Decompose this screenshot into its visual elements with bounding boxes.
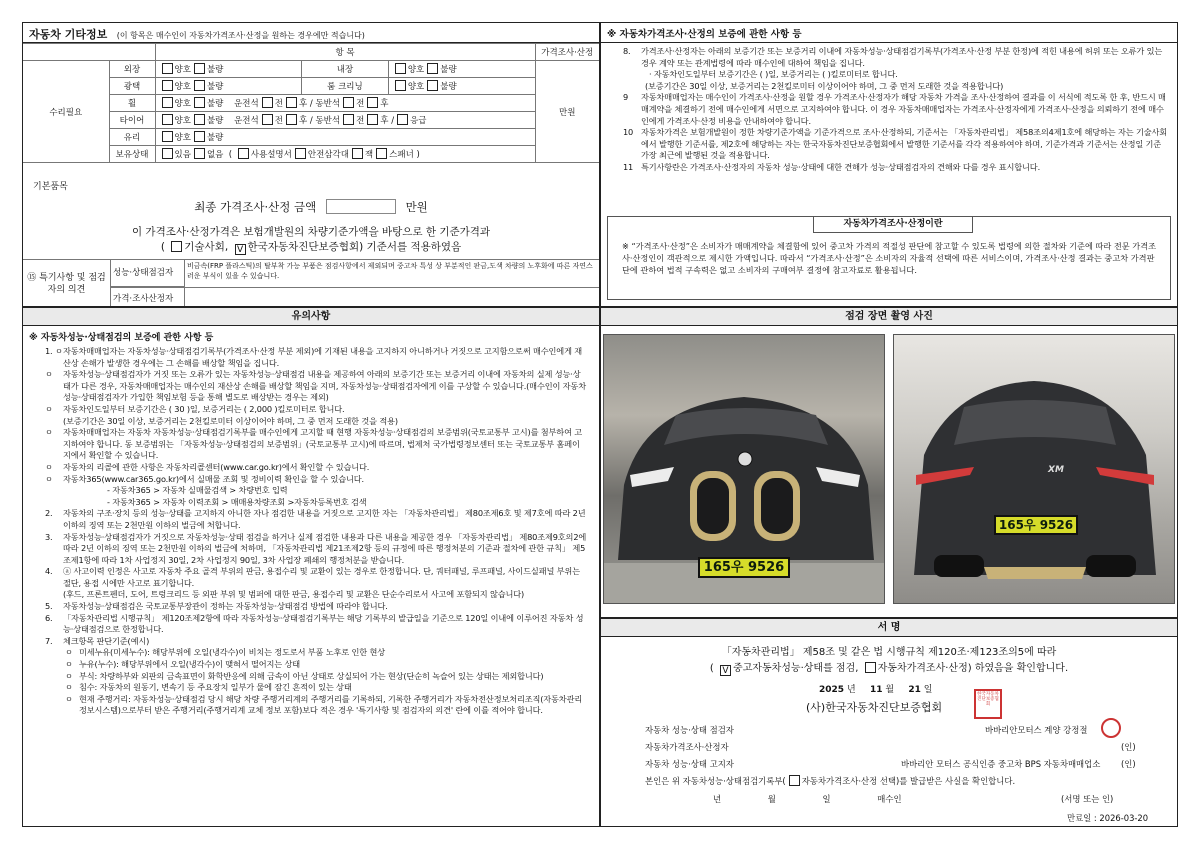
wheel-label: 휠 [109,95,155,112]
perf-check-checkbox[interactable]: V [720,665,731,676]
seal-text: 한국자동차진단보증협회 [977,692,999,707]
tire-dr-checkbox[interactable] [286,114,297,125]
price-inspector-label-sig: 자동차가격조사·산정자 [645,742,729,752]
room-clean-label: 룸 크리닝 [302,78,389,95]
warranty-item: 8. 가격조사·산정자는 아래의 보증기간 또는 보증거리 이내에 자동차성능·상태점검기록부(가격조사·산정 부분 한정)에 적힌 내용에 허위 또는 오류가 있는 경우 계약 또는 관계법령에 따라 매수인에 대하여 책임을 집니다. [623,46,1163,68]
notice-subtitle: ※ 자동차성능·상태점검의 보증에 관한 사항 등 [29,333,214,343]
basis-text: 이 가격조사·산정가격은 보험개발원의 차량기준가액을 바탕으로 한 기준가격과 ( 기술사회, V 한국자동차진단보증협회) 기준서를 적용하였음 [23,225,599,255]
photo-title: 점검 장면 촬영 사진 [601,308,1177,326]
notice-title: 유의사항 [23,308,599,326]
notice-item: (보증기간은 30일 이상, 보증거리는 2천킬로미터 이상이어야 하며, 그 중 먼저 도래한 것을 적용) [63,415,398,426]
passenger-seat: 동반석 [315,116,341,126]
buyer-month: 월 [767,794,776,804]
date-day: 21 [908,685,921,695]
warranty-panel [600,22,1178,307]
spanner: 스패너 [389,150,414,160]
notice-item: ㅇ 자동차365(www.car365.go.kr)에서 실매물 조회 및 정비이력 확인을 할 수 있습니다. [45,473,364,484]
room-good-checkbox[interactable] [395,80,406,91]
repair-need-label: 수리필요 [23,61,109,163]
special-section [23,259,599,307]
front-car-photo [603,334,885,604]
rear-car-photo [893,334,1175,604]
perf-inspector-label-sig: 자동차 성능·상태 점검자 [645,725,734,735]
buyer-confirm-a: 본인은 위 자동차성능·상태점검기록부( [645,776,786,786]
basis-tech: 기술사회, [184,241,229,253]
rear-badge: XM [1048,465,1064,475]
emergency: 응급 [410,116,427,126]
front: 전 [274,116,283,126]
possession-yes-checkbox[interactable] [162,148,173,159]
date-year-unit: 년 [846,685,856,695]
tire-pf-checkbox[interactable] [343,114,354,125]
opt-bad: 불량 [206,99,224,109]
rear: 후 [298,99,308,109]
final-price-label: 최종 가격조사·산정 금액 [194,200,317,214]
signature-law-line: 「자동차관리법」 제58조 및 같은 법 시행규칙 제120조·제123조의5에 따라 [721,647,1057,658]
inspector-seal-icon [1101,718,1121,738]
manual-checkbox[interactable] [238,148,249,159]
exterior-good-checkbox[interactable] [162,63,173,74]
opt-good: 양호 [174,116,191,126]
rear-car-icon [894,335,1175,604]
opt-good: 양호 [407,65,425,75]
basis-assoc: 한국자동차진단보증협회) 기준서를 적용하였음 [247,241,462,253]
opt-no: 없음 [206,150,224,160]
notice-item: ㅇ 누유(누수): 해당부위에서 오일(냉각수)이 맺혀서 떨어지는 상태 [65,659,301,670]
warranty-title: ※ 자동차가격조사·산정의 보증에 관한 사항 등 [601,23,1177,43]
tire-pr-checkbox[interactable] [367,114,378,125]
final-price-input[interactable] [326,199,396,214]
date-day-unit: 일 [923,685,933,695]
driver-seat: 운전석 [234,116,259,126]
rear: 후 [380,116,389,126]
manual: 사용설명서 [250,150,292,160]
notice-item: ㅇ 자동차인도일부터 보증기간은 ( 30 )일, 보증거리는 ( 2,000 )킬로미터로 합니다. [45,403,345,414]
opt-good: 양호 [407,82,425,92]
rear: 후 [298,116,308,126]
price-check-checkbox[interactable] [865,662,876,673]
perf-note: 비금속(FRP 플라스틱)의 탈부착 가능 부품은 점검사항에서 제외되며 중고차 특성 상 부분적인 판금,도색 차량의 노후화에 따른 자연스러운 부식이 있을 수 있습니다. [187,262,593,280]
col-price-header: 가격조사·산정 [535,44,599,61]
front: 전 [356,99,365,109]
warranty-list [601,46,1169,174]
confirm-b: 자동차가격조사·산정) 하였음을 확인합니다. [877,663,1069,674]
notice-item: 3. 자동차성능·상태점검자가 거짓으로 자동차성능·상태 점검을 하거나 실제 점검한 내용과 다른 내용을 제공한 경우 「자동차관리법」 제80조제9호의2에 따라 2년 이하의 징역 또는 2천만원 이하의 벌금에 처하며, 「자동차관리법 제21조제2항 등의 규정에 따른 행정처분의 기준과 절차에 관한 규칙」 제5조제1항에 따라 1차 사업정지 30일, 2차 사업정지 90일, 3차 사업장 폐쇄의 행정처분을 받습니다. [45,531,587,565]
price-unit: 만원 [535,61,599,163]
signature-date [819,682,932,695]
jack: 잭 [364,150,374,160]
notice-item: 4. ⓐ 사고이력 인정은 사고로 자동차 주요 골격 부위의 판금, 용접수리 및 교환이 있는 경우로 한정합니다. 단, 쿼터패널, 루프패널, 사이드실패널 부위는 절단, 용접 시에만 사고로 표기합니다. [45,566,580,588]
price-definition-box [607,216,1171,300]
front: 전 [356,116,365,126]
notice-item: ㅇ 침수: 자동차의 원동기, 변속기 등 주요장치 일부가 물에 잠긴 흔적이 있는 상태 [65,682,352,693]
notice-item: ㅇ 자동차매매업자는 자동차 자동차성능·상태점검기록부를 매수인에게 고지할 때 현행 자동차성능·상태점검의 보증범위(국토교통부 고시)를 첨부하여 고지하여야 합니다. 동 보증범위는 「자동차성능·상태점검의 보증범위」(국토교통부 고시)에 따르며, 법제처 국가법령정보센터 또는 국토교통부 홈페이지에서 확인할 수 있습니다. [45,427,583,461]
opt-bad: 불량 [440,65,457,75]
price-definition-text: ※ “가격조사·산정”은 소비자가 매매계약을 체결함에 있어 중고차 가격의 적절성 판단에 참고할 수 있도록 법령에 의한 절차와 기준에 따라 전문 가격조사·산정인이 객관적으로 제시한 가액입니다. 따라서 “가격조사·산정”은 소비자의 자율적 선택에 따른 서비스이며, 가격조사·산정 결과는 중고차 가격판단에 관하여 법적 구속력은 없고 소비자의 구매여부 결정에 참고자료로 활용됩니다. [622,241,1157,275]
notice-item: ㅇ 미세누유(미세누수): 해당부위에 오일(냉각수)이 비치는 정도로서 부품 노후로 인한 현상 [65,647,385,658]
gloss-bad-checkbox[interactable] [194,80,205,91]
col-item-header: 항 목 [155,44,535,61]
exterior-label: 외장 [109,61,155,78]
warranty-item: 10 자동차가격은 보험개발원이 정한 차량기준가액을 기준가격으로 조사·산정하되, 기준서는 「자동차관리법」 제58조의4제1호에 해당하는 자는 기술사회에서 발행한 기준서를, 제2호에 해당하는 자는 한국자동차진단보증협회에서 발행한 기준서를 각각 적용하여야 하며, 기준가격과 기준서는 산정일 기준 가장 최근에 발행된 것을 적용합니다. [623,127,1167,161]
price-definition-title: 자동차가격조사·산정이란 [813,216,973,233]
notice-item: ㅇ 자동차의 리콜에 관한 사항은 자동차리콜센터(www.car.go.kr)에서 확인할 수 있습니다. [45,461,370,472]
tire-emergency-checkbox[interactable] [397,114,408,125]
assoc-checkbox[interactable]: V [235,244,246,255]
glass-bad-checkbox[interactable] [194,131,205,142]
notice-panel [22,307,600,827]
buyer-sign[interactable]: (서명 또는 인) [1061,794,1114,804]
notifier-name: 바바리안 모터스 공식인증 중고차 BPS 자동차매매업소 [901,759,1101,769]
basis-line1: 이 가격조사·산정가격은 보험개발원의 차량기준가액을 바탕으로 한 기준가격과 [131,226,491,238]
notifier-seal: (인) [1121,759,1136,769]
tire-bad-checkbox[interactable] [194,114,205,125]
signature-confirm-line: ( V 중고자동차성능·상태를 점검, 자동차가격조사·산정) 하였음을 확인합니다. [709,663,1069,676]
signature-title: 서 명 [601,619,1177,637]
opt-good: 양호 [174,99,191,109]
glass-good-checkbox[interactable] [162,131,173,142]
opt-yes: 있음 [174,150,191,160]
date-month-unit: 월 [885,685,895,695]
warranty-item: 9 자동차매매업자는 매수인이 가격조사·산정을 원할 경우 가격조사·산정자가 해당 자동차 가격을 조사·산정하여 결과를 이 서식에 적도록 한 후, 반드시 매매계약을 체결하기 전에 매수인에게 서면으로 고지하여야 합니다. 이 경우 자동차매매업자는 가격조사·산정자에게 가격조사·산정을 의뢰하기 전에 매수인에게 가격조사·산정 비용을 안내하여야 합니다. [623,92,1166,126]
buyer-label: 매수인 [877,794,902,804]
buyer-confirm [645,775,1015,787]
tire-good-checkbox[interactable] [162,114,173,125]
opt-bad: 불량 [206,133,224,143]
rear: 후 [380,99,389,109]
warranty-item: (보증기간은 30일 이상, 보증거리는 2천킬로미터 이상이어야 하며, 그 중 먼저 도래한 것을 적용합니다) [645,80,1004,91]
buyer-confirm-b: 자동차가격조사·산정 선택)를 발급받은 사실을 확인합니다. [801,776,1016,786]
opt-good: 양호 [174,82,191,92]
notice-item: - 자동차365 > 자동차 실매물검색 > 차량번호 입력 [107,485,288,496]
interior-bad-checkbox[interactable] [427,63,438,74]
wheel-dr-checkbox[interactable] [286,97,297,108]
room-bad-checkbox[interactable] [427,80,438,91]
buyer-price-checkbox[interactable] [789,775,800,786]
notice-item: 7. 체크항목 판단기준(예시) [45,635,150,646]
buyer-year: 년 [713,794,722,804]
wheel-bad-checkbox[interactable] [194,97,205,108]
rear-plate: 165우 9526 [994,515,1078,535]
price-inspector-seal: (인) [1121,742,1136,752]
glass-label: 유리 [109,129,155,146]
front: 전 [274,99,283,109]
notice-item: - 자동차365 > 자동차 이력조회 > 매매용차량조회 >자동차등록번호 검색 [107,496,367,507]
tech-society-checkbox[interactable] [171,241,182,252]
notifier-label: 자동차 성능·상태 고지자 [645,759,734,769]
notice-item: 1. ㅇ 자동차매매업자는 자동차성능·상태점검기록부(가격조사·산정 부분 제외)에 기재된 내용을 고지하지 아니하거나 거짓으로 고지함으로써 매수인에게 재산상 손해가 발생한 경우에는 그 손해를 배상할 책임을 집니다. [45,346,583,368]
possession-no-checkbox[interactable] [194,148,205,159]
jack-checkbox[interactable] [352,148,363,159]
confirm-a: 중고자동차성능·상태를 점검, [732,663,859,674]
other-info-title: 자동차 기타정보 [29,28,108,41]
photo-panel [600,307,1178,618]
warranty-item: · 자동차인도일부터 보증기간은 ( )일, 보증거리는 ( )킬로미터로 합니다. [649,69,898,80]
gloss-good-checkbox[interactable] [162,80,173,91]
interior-label: 내장 [302,61,389,78]
wheel-pr-checkbox[interactable] [367,97,378,108]
spanner-checkbox[interactable] [376,148,387,159]
opt-bad: 불량 [206,116,224,126]
final-price-row [23,199,599,217]
perf-inspector-name: 바바리안모터스 계양 강정절 [985,725,1088,735]
opt-bad: 불량 [206,65,224,75]
notice-list [23,346,587,717]
notice-item: 2. 자동차의 구조·장치 등의 성능·상태를 고지하지 아니한 자나 점검한 내용을 거짓으로 고지한 자는 「자동차관리법」 제80조제6호 및 제7호에 따라 2년 이하의 징역 또는 2천만원 이하의 벌금에 처합니다. [45,508,586,530]
opt-bad: 불량 [206,82,224,92]
notice-item: 5. 자동차성능·상태점검은 국토교통부장관이 정하는 자동차성능·상태점검 방법에 따라야 합니다. [45,601,388,612]
date-year: 2025 [819,685,845,695]
interior-good-checkbox[interactable] [395,63,406,74]
date-month: 11 [869,685,883,695]
tire-label: 타이어 [109,112,155,129]
triangle: 안전삼각대 [307,150,349,160]
notice-item: ㅇ 부식: 차량하부와 외판의 금속표면이 화학반응에 의해 금속이 아닌 상태로 상실되어 가는 현상(단순히 녹슬어 있는 상태는 제외합니다) [65,670,544,681]
final-price-unit: 만원 [405,200,428,214]
exterior-bad-checkbox[interactable] [194,63,205,74]
gloss-label: 광택 [109,78,155,95]
other-info-header [23,23,599,43]
notice-item: (후드, 프론트펜더, 도어, 트렁크리드 등 외판 부위 및 범퍼에 대한 판금, 용접수리 및 교환은 단순수리로서 사고에 포함되지 않습니다) [63,589,525,600]
opt-good: 양호 [174,133,191,143]
association-seal-icon [974,689,1002,719]
other-info-panel [22,22,600,307]
other-info-table: 항 목 가격조사·산정 수리필요 외장 양호 불량 내장 양호 불량 만원 광택 양호 불량 룸 크리닝 양호 불량 휠 양호 불량 운전석 전 후 / 동반석 전 후 타이어 양호 불량 운전석 전 후 / 동반석 전 후 / 응급 유리 양호 불량 보유상태 있음 없음 ( 사용설명서 안전삼각대 잭 스패너 ) [23,43,599,163]
signature-org: (사)한국자동차진단보증협회 [806,701,943,714]
driver-seat: 운전석 [234,99,259,109]
opt-bad: 불량 [440,82,457,92]
tire-df-checkbox[interactable] [262,114,273,125]
front-plate: 165우 9526 [698,557,790,578]
notice-item: ㅇ 자동차성능·상태점검자가 거짓 또는 오류가 있는 자동차성능·상태점검 내용을 제공하여 아래의 보증기간 또는 보증거리 이내에 자동차의 실제 성능·상태가 다른 경우, 자동차매매업자는 매수인의 재산상 손해를 배상할 책임을 지며, 자동차성능·상태점검자에게 이를 구상할 수 있습니다.(매수인이 자동차성능·상태점검자가 가입한 책임보험 등을 통해 별도로 배상받는 경우는 제외) [45,369,586,403]
wheel-df-checkbox[interactable] [262,97,273,108]
perf-inspector-label: 성능·상태점검자 [111,260,185,287]
special-label: 특기사항 및 점검자의 의견 [39,273,106,295]
passenger-seat: 동반석 [315,99,341,109]
expiry-date: 만료일 : 2026-03-20 [1067,813,1149,823]
triangle-checkbox[interactable] [295,148,306,159]
wheel-good-checkbox[interactable] [162,97,173,108]
signature-panel [600,618,1178,827]
basic-items-label: 기본품목 [33,179,93,192]
notice-item: 6. 「자동차관리법 시행규칙」 제120조제2항에 따라 자동차성능·상태점검기록부는 해당 기록부의 발급일을 기준으로 120일 이내에 이루어진 자동차 성능·상태점검으로 한정합니다. [45,612,584,635]
opt-good: 양호 [174,65,191,75]
other-info-note: (이 항목은 매수인이 자동차가격조사·산정을 원하는 경우에만 적습니다) [116,31,365,40]
wheel-pf-checkbox[interactable] [343,97,354,108]
price-inspector-label: 가격·조사산정자 [111,287,185,307]
special-no: ⑮ [27,273,37,283]
warranty-item: 11 특기사항란은 가격조사·산정자의 자동차 성능·상태에 대한 견해가 성능·상태점검자의 견해와 다를 경우 표시합니다. [623,161,1041,172]
buyer-day: 일 [822,794,831,804]
buyer-date-row [713,793,902,805]
possession-label: 보유상태 [109,146,155,163]
notice-item: ㅇ 현재 주행거리: 자동차성능·상태점검 당시 해당 차량 주행거리계의 주행거리를 기록하되, 기록한 주행거리가 자동차전산정보처리조직(자동차관리정보시스템)으로부터 받은 주행거리(주행거리계 교체 정보 포함)보다 적은 경우 '특기사항 및 점검자의 의견' 란에 이를 적어야 합니다. [65,693,583,716]
